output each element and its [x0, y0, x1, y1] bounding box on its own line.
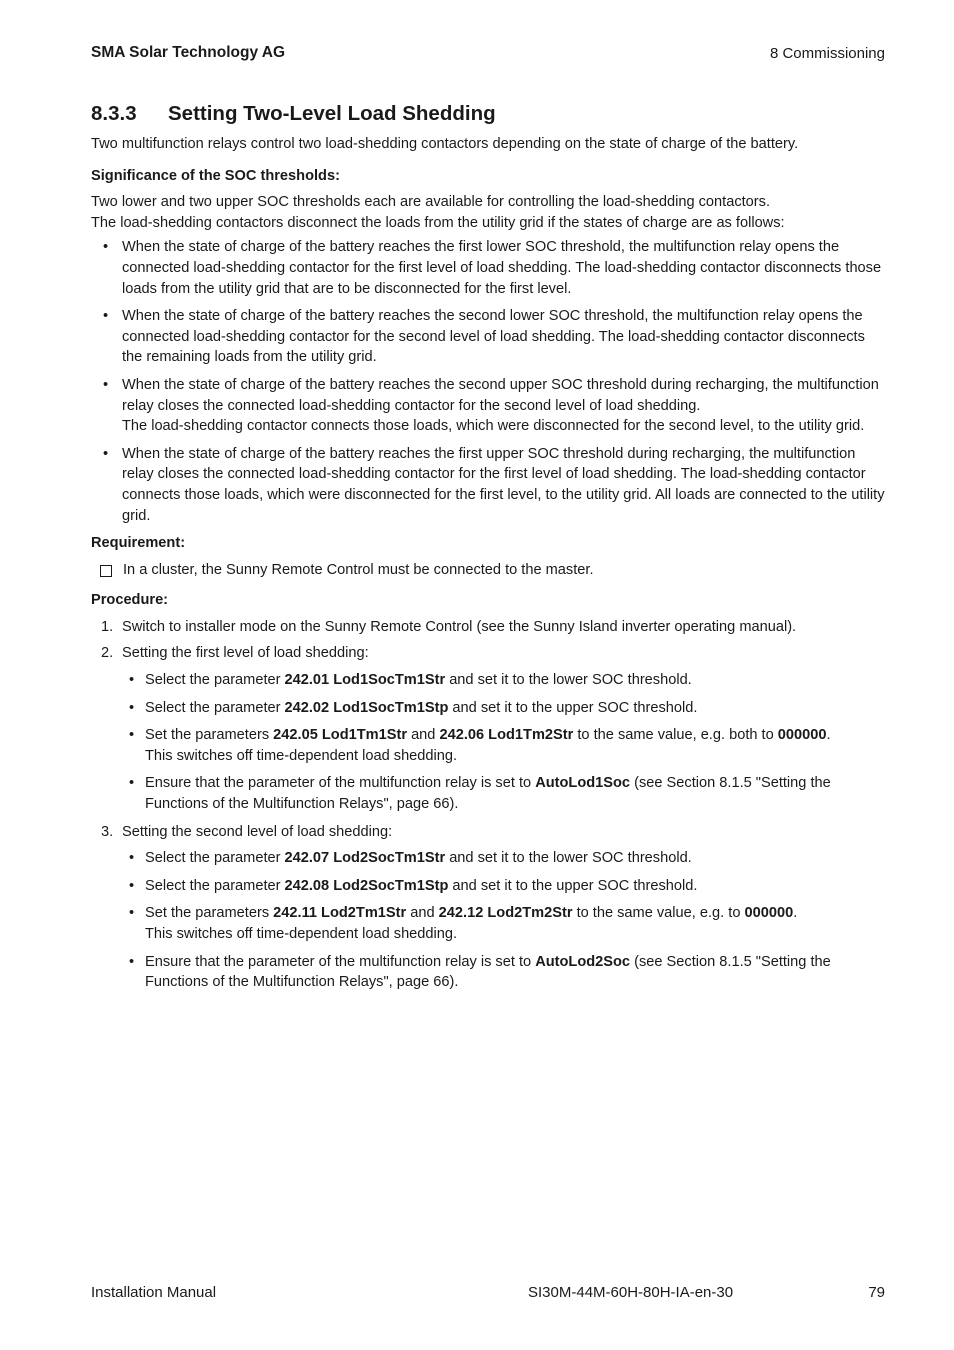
page-content: [91, 100, 887, 1000]
step-text: Setting the second level of load shedding:: [122, 823, 393, 840]
step-text: Switch to installer mode on the Sunny Remote Control (see the Sunny Island inverter operating manual).: [122, 618, 797, 635]
soc-bullet-text: The load-shedding contactor connects those loads, which were disconnected for the second level, to the utility grid.: [122, 418, 865, 435]
procedure-step: [91, 617, 887, 638]
step-number: 2.: [101, 645, 114, 662]
step-text: Setting the first level of load shedding:: [122, 645, 369, 662]
footer-document-id: SI30M-44M-60H-80H-IA-en-30: [528, 1284, 734, 1301]
section-intro: Two multifunction relays control two load-shedding contactors depending on the state of charge of the battery.: [91, 136, 799, 152]
substep: • Set the parameters 242.11 Lod2Tm1Str and 242.12 Lod2Tm2Str to the same value, e.g. to 000000. This switches off time-dependent load shedding.: [91, 903, 887, 944]
soc-bullet-text: When the state of charge of the battery reaches the second upper SOC threshold during recharging, the multifunction relay closes the connected load-shedding contactor for the second level of load shedding.: [122, 376, 879, 414]
soc-heading: Significance of the SOC thresholds:: [91, 167, 340, 184]
soc-bullet: [91, 375, 887, 437]
requirement-heading: Requirement:: [91, 535, 186, 552]
step-substeps: [91, 670, 887, 815]
step-number: 1.: [101, 618, 114, 635]
parameter-name: 242.06 Lod1Tm2Str: [439, 727, 574, 744]
substep: • Select the parameter 242.08 Lod2SocTm1Stp and set it to the upper SOC threshold.: [91, 876, 887, 897]
soc-bullet: • When the state of charge of the battery reaches the first upper SOC threshold during recharging, the multifunction relay closes the connected load-shedding contactor for the first level of load shedding. The load-shedding contactor connects those loads, which were disconnected for the first level, to the utility grid. All loads are connected to the utility grid.: [91, 444, 887, 526]
section-title: Setting Two-Level Load Shedding: [168, 102, 496, 125]
procedure-step: [91, 822, 887, 993]
substep: • Select the parameter 242.07 Lod2SocTm1Str and set it to the lower SOC threshold.: [91, 848, 887, 869]
parameter-value: 000000: [777, 727, 827, 744]
parameter-name: 242.08 Lod2SocTm1Stp: [284, 877, 449, 894]
parameter-name: 242.12 Lod2Tm2Str: [438, 905, 573, 922]
checkbox-icon: [100, 565, 112, 577]
step-substeps: [91, 848, 887, 993]
substep: • Ensure that the parameter of the multifunction relay is set to AutoLod2Soc (see Section 8.1.5 "Setting the Functions of the Multifunction Relays", page 66).: [91, 952, 887, 993]
requirement-item: [91, 560, 887, 581]
parameter-name: 242.05 Lod1Tm1Str: [273, 727, 408, 744]
soc-bullet-list: [91, 237, 887, 526]
parameter-name: 242.02 Lod1SocTm1Stp: [284, 699, 449, 716]
parameter-name: 242.07 Lod2SocTm1Str: [284, 850, 446, 867]
soc-bullet: • When the state of charge of the battery reaches the first lower SOC threshold, the multifunction relay opens the connected load-shedding contactor for the first level of load shedding. The load-shedding contactor disconnects those loads from the utility grid that are to be disconnected for the first level.: [91, 237, 887, 299]
parameter-value: AutoLod1Soc: [535, 775, 631, 792]
section-heading: [91, 100, 887, 128]
header-company: SMA Solar Technology AG: [91, 44, 286, 61]
section-number: 8.3.3: [91, 102, 137, 125]
substep: • Set the parameters 242.05 Lod1Tm1Str and 242.06 Lod1Tm2Str to the same value, e.g. both to 000000. This switches off time-dependent load shedding.: [91, 725, 887, 766]
soc-line-1: Two lower and two upper SOC thresholds each are available for controlling the load-shedding contactors.: [91, 194, 770, 211]
footer-page-number: 79: [868, 1284, 885, 1301]
substep: • Select the parameter 242.02 Lod1SocTm1Stp and set it to the upper SOC threshold.: [91, 698, 887, 719]
parameter-name: 242.01 Lod1SocTm1Str: [284, 672, 446, 689]
substep: • Ensure that the parameter of the multifunction relay is set to AutoLod1Soc (see Section 8.1.5 "Setting the Functions of the Multifunction Relays", page 66).: [91, 773, 887, 814]
parameter-value: AutoLod2Soc: [535, 953, 631, 970]
procedure-step: [91, 643, 887, 814]
procedure-heading: Procedure:: [91, 592, 169, 609]
header-chapter: 8 Commissioning: [769, 45, 885, 62]
substep: • Select the parameter 242.01 Lod1SocTm1Str and set it to the lower SOC threshold.: [91, 670, 887, 691]
parameter-value: 000000: [744, 905, 794, 922]
step-number: 3.: [101, 823, 114, 840]
soc-line-2: The load-shedding contactors disconnect the loads from the utility grid if the states of charge are as follows:: [91, 214, 785, 231]
parameter-name: 242.11 Lod2Tm1Str: [273, 905, 407, 922]
procedure-steps: [91, 617, 887, 993]
footer-manual-type: Installation Manual: [91, 1284, 217, 1301]
soc-bullet: • When the state of charge of the battery reaches the second lower SOC threshold, the multifunction relay opens the connected load-shedding contactor for the second level of load shedding. The load-shedding contactor disconnects the remaining loads from the utility grid.: [91, 306, 887, 368]
requirement-text: In a cluster, the Sunny Remote Control must be connected to the master.: [123, 561, 594, 578]
